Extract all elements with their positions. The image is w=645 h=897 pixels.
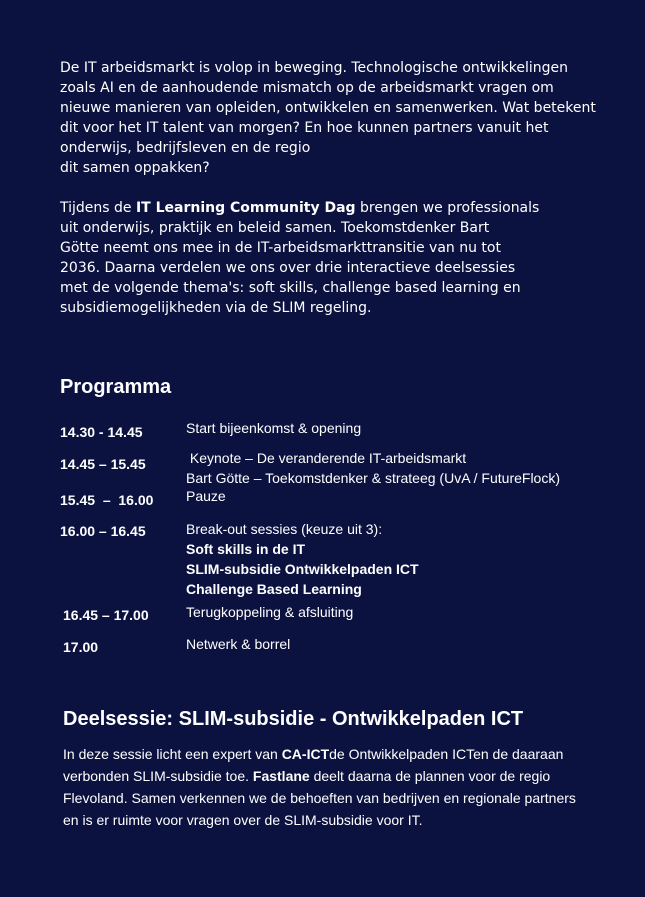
deelsessie-body	[63, 743, 603, 831]
breakout-session: SLIM-subsidie Ontwikkelpaden ICT	[186, 561, 419, 577]
schedule-desc-line: Terugkoppeling & afsluiting	[186, 604, 354, 620]
intro-p1-line: zoals AI en de aanhoudende mismatch op de arbeidsmarkt vragen om	[60, 80, 554, 96]
breakout-session: Soft skills in de IT	[186, 541, 306, 557]
intro-p1-line: dit voor het IT talent van morgen? En hoe kunnen partners vanuit het	[60, 120, 549, 136]
intro-p2-line: 2036. Daarna verdelen we ons over drie interactieve deelsessies	[60, 260, 516, 276]
intro-p2-post: brengen we professionals	[355, 200, 540, 216]
deelsessie-text: de Ontwikkelpaden ICTen de daaraan	[329, 746, 564, 762]
deelsessie-line: en is er ruimte voor vragen over de SLIM-subsidie voor IT.	[63, 812, 423, 828]
intro-p2-line: uit onderwijs, praktijk en beleid samen. Toekomstdenker Bart	[60, 220, 490, 236]
schedule-time: 15.45 – 16.00	[60, 492, 154, 508]
intro-p2-line: subsidiemogelijkheden via de SLIM regeling.	[60, 300, 372, 316]
breakout-session: Challenge Based Learning	[186, 581, 362, 597]
intro-p2-line	[60, 198, 600, 218]
schedule-desc-line: Keynote – De veranderende IT-arbeidsmarkt	[186, 450, 467, 466]
schedule-desc-line: Pauze	[186, 488, 226, 504]
schedule-time: 17.00	[63, 639, 99, 655]
schedule-desc-line: Bart Götte – Toekomstdenker & strateeg (UvA / FutureFlock)	[186, 470, 561, 486]
schedule-time: 14.30 - 14.45	[60, 424, 143, 440]
schedule-desc-line: Start bijeenkomst & opening	[186, 420, 362, 436]
deelsessie-text: verbonden SLIM-subsidie toe.	[63, 768, 253, 784]
schedule-time: 14.45 – 15.45	[60, 456, 146, 472]
deelsessie-text: deelt daarna de plannen voor de regio	[309, 768, 551, 784]
schedule-time: 16.45 – 17.00	[63, 607, 149, 623]
intro-p1-line: De IT arbeidsmarkt is volop in beweging. Technologische ontwikkelingen	[60, 60, 568, 76]
organisation-name: Fastlane	[252, 768, 310, 784]
organisation-name: CA-ICT	[281, 746, 330, 762]
intro-p1-line: onderwijs, bedrijfsleven en de regio	[60, 140, 311, 156]
schedule-desc	[186, 519, 419, 599]
schedule-desc-line: Netwerk & borrel	[186, 636, 291, 652]
intro-p1-line: dit samen oppakken?	[60, 160, 210, 176]
schedule-desc	[186, 448, 560, 488]
intro-paragraph-2	[60, 198, 600, 318]
deelsessie-line	[63, 743, 603, 765]
programma-title: Programma	[60, 376, 172, 398]
intro-p1-line: nieuwe manieren van opleiden, ontwikkelen en samenwerken. Wat betekent	[60, 100, 596, 116]
intro-text	[60, 58, 600, 318]
intro-p2-line: Götte neemt ons mee in de IT-arbeidsmarkttransitie van nu tot	[60, 240, 501, 256]
schedule-desc	[186, 486, 226, 506]
deelsessie-text: In deze sessie licht een expert van	[63, 746, 282, 762]
deelsessie-line: Flevoland. Samen verkennen we de behoeften van bedrijven en regionale partners	[63, 790, 576, 806]
deelsessie-title: Deelsessie: SLIM-subsidie - Ontwikkelpaden ICT	[63, 708, 524, 730]
intro-p2-pre: Tijdens de	[60, 200, 136, 216]
schedule-desc	[186, 602, 353, 622]
schedule-desc	[186, 634, 290, 654]
intro-p2-line: met de volgende thema's: soft skills, challenge based learning en	[60, 280, 521, 296]
schedule-desc	[186, 418, 361, 438]
event-name: IT Learning Community Dag	[135, 200, 356, 216]
deelsessie-line	[63, 765, 603, 787]
intro-paragraph-1	[60, 58, 600, 178]
schedule-desc-line: Break-out sessies (keuze uit 3):	[186, 521, 383, 537]
schedule-time: 16.00 – 16.45	[60, 523, 146, 539]
